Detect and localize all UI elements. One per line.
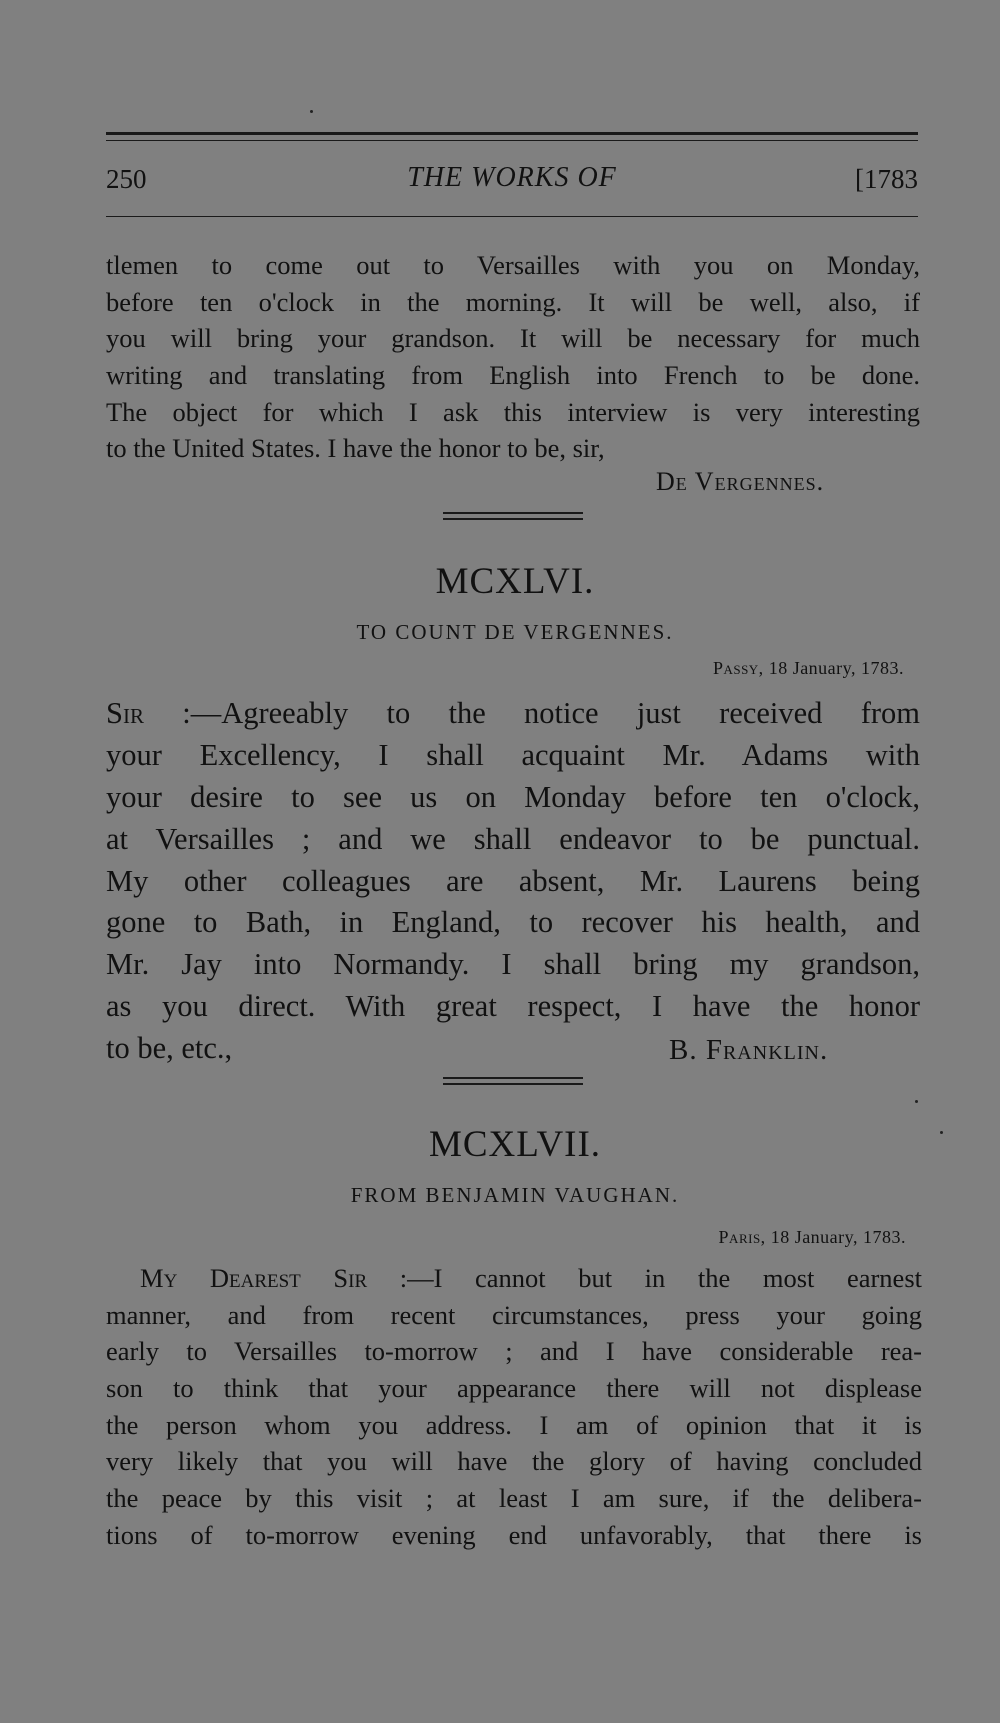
text-line: manner, and from recent circumstances, press your going — [106, 1299, 922, 1330]
text-line: at Versailles ; and we shall endeavor to be punctual. — [106, 821, 920, 856]
letter-body — [106, 693, 920, 1070]
dateline-date: 18 January, 1783. — [768, 658, 904, 678]
header-year: [1783 — [855, 164, 918, 194]
text-line: very likely that you will have the glory of having concluded — [106, 1446, 922, 1477]
text-line: to be, etc., — [106, 1031, 233, 1066]
dateline-date: 18 January, 1783. — [770, 1227, 906, 1247]
page-number: 250 — [106, 164, 147, 194]
dateline-place: Paris, — [718, 1227, 766, 1247]
text-line-rest: :—Agreeably to the notice just received from — [143, 696, 920, 730]
text-line: the person whom you address. I am of opinion that it is — [106, 1409, 922, 1440]
salutation: My Dearest Sir — [140, 1263, 368, 1293]
text-line: you will bring your grandson. It will be necessary for much — [106, 323, 920, 354]
letter-recipient: TO COUNT DE VERGENNES. — [356, 620, 674, 644]
text-line: your desire to see us on Monday before ten o'clock, — [106, 779, 920, 814]
text-line: My other colleagues are absent, Mr. Laurens being — [106, 863, 920, 898]
dateline-place: Passy, — [712, 658, 764, 678]
text-line: the peace by this visit ; at least I am sure, if the delibera- — [106, 1483, 922, 1514]
text-line: early to Versailles to-morrow ; and I have considerable rea- — [106, 1336, 922, 1367]
signature-de-vergennes: De Vergennes. — [656, 467, 825, 496]
text-line: tions of to-morrow evening end unfavorably, that there is — [106, 1519, 922, 1550]
text-line: writing and translating from English into French to be done. — [106, 360, 920, 391]
running-title: THE WORKS OF — [407, 162, 617, 193]
text-line: your Excellency, I shall acquaint Mr. Adams with — [106, 737, 920, 772]
scan-speck — [915, 1100, 918, 1103]
signature-franklin: B. Franklin. — [669, 1034, 829, 1066]
text-line: before ten o'clock in the morning. It will be well, also, if — [106, 286, 920, 317]
text-line: Mr. Jay into Normandy. I shall bring my grandson, — [106, 947, 920, 982]
continuation-text — [106, 247, 920, 467]
top-rule-thick — [106, 132, 918, 135]
text-line: gone to Bath, in England, to recover his health, and — [106, 905, 920, 940]
text-line: The object for which I ask this interview is very interesting — [106, 396, 920, 427]
letter-dateline — [713, 658, 904, 679]
text-line: son to think that your appearance there will not displease — [106, 1373, 922, 1404]
letter-dateline — [719, 1227, 906, 1248]
section-divider — [443, 512, 583, 524]
letter-sender: FROM BENJAMIN VAUGHAN. — [350, 1183, 680, 1207]
salutation: Sir — [106, 696, 144, 730]
scan-speck — [310, 110, 313, 113]
scan-speck — [940, 1131, 943, 1134]
section-divider — [443, 1077, 583, 1089]
running-header — [106, 160, 918, 200]
letter-body — [106, 1260, 922, 1554]
letter-number: MCXLVII. — [428, 1124, 602, 1165]
text-line: tlemen to come out to Versailles with you on Monday, — [106, 250, 920, 280]
text-line — [106, 1260, 922, 1297]
text-line-rest: :—I cannot but in the most earnest — [367, 1263, 922, 1293]
text-line — [106, 693, 920, 735]
text-line: to the United States. I have the honor to be, sir, — [106, 433, 605, 464]
text-line: as you direct. With great respect, I have the honor — [106, 989, 920, 1024]
letter-number: MCXLVI. — [435, 561, 595, 602]
header-rule — [106, 216, 918, 217]
top-rule-thin — [106, 140, 918, 141]
